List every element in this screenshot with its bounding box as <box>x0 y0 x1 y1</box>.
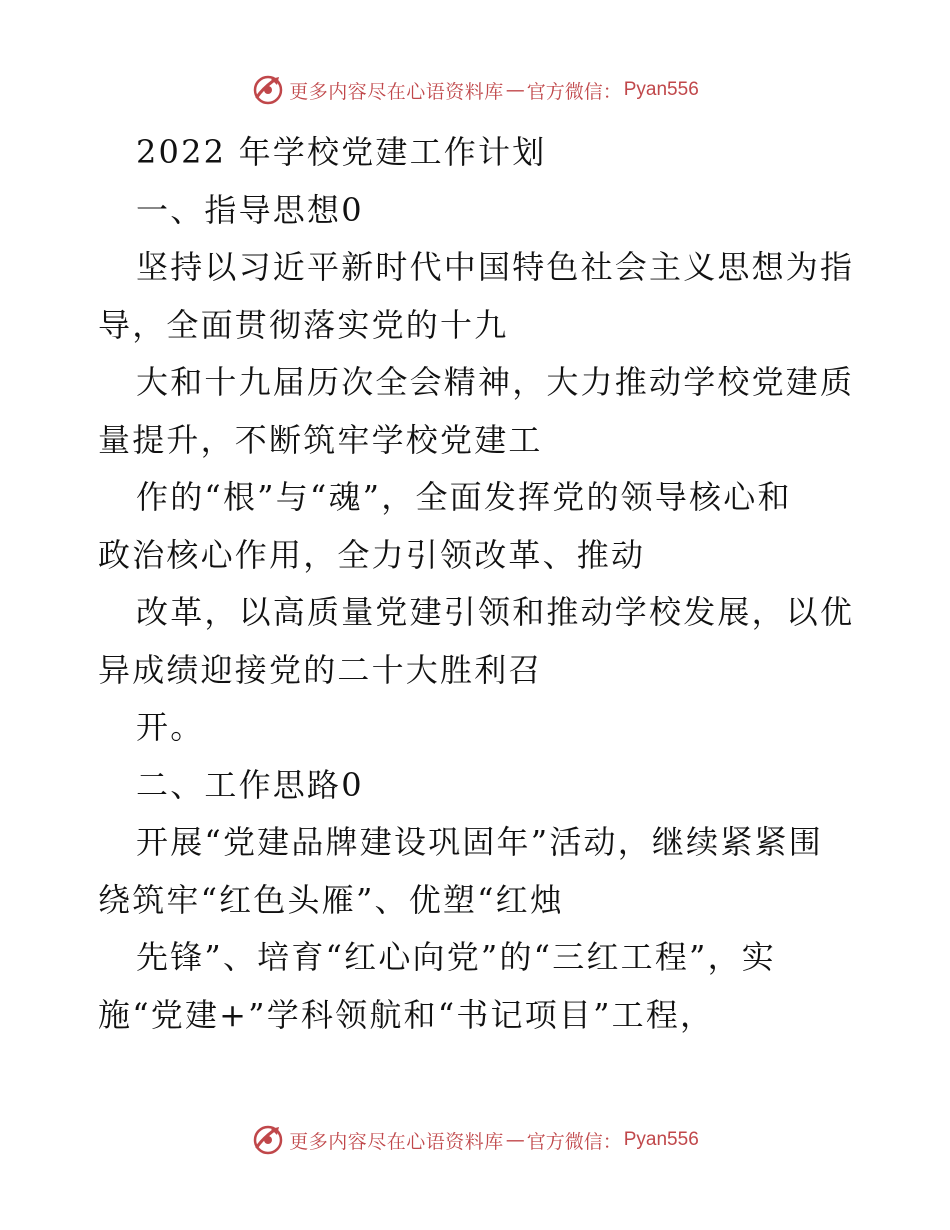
pen-logo-icon <box>251 73 285 107</box>
banner-promo-text: 更多内容尽在心语资料库 <box>289 1130 504 1153</box>
text-line: 先锋”、培育“红心向党”的“三红工程”，实 <box>136 938 776 976</box>
text-line: 开展“党建品牌建设巩固年”活动，继续紧紧围 <box>136 823 823 861</box>
text-line: 绕筑牢“红色头雁”、优塑“红烛 <box>98 880 565 919</box>
document-body <box>98 124 858 1044</box>
text-line: 坚持以习近平新时代中国特色社会主义思想为指 <box>136 248 855 286</box>
banner-wechat-id: Pyan556 <box>623 79 699 100</box>
text-line: 一、指导思想0 <box>136 190 364 229</box>
banner-wechat-id: Pyan556 <box>623 1129 699 1150</box>
text-line: 导，全面贯彻落实党的十九 <box>98 305 509 344</box>
banner-promo-text: 更多内容尽在心语资料库 <box>289 80 504 103</box>
document-title: 2022 年学校党建工作计划 <box>136 133 547 171</box>
header-banner <box>0 70 950 110</box>
text-line: 大和十九届历次全会精神，大力推动学校党建质 <box>136 363 855 401</box>
banner-wechat-label: 官方微信： <box>526 1130 622 1153</box>
text-line: 开。 <box>136 708 205 746</box>
text-line: 异成绩迎接党的二十大胜利召 <box>98 650 543 689</box>
text-line: 量提升，不断筑牢学校党建工 <box>98 420 543 459</box>
pen-logo-icon <box>251 1123 285 1157</box>
banner-wechat-label: 官方微信： <box>526 80 622 103</box>
text-line: 改革，以高质量党建引领和推动学校发展，以优 <box>136 593 855 631</box>
text-line: 作的“根”与“魂”，全面发挥党的领导核心和 <box>136 478 792 516</box>
footer-banner <box>0 1120 950 1160</box>
text-line: 施“党建+”学科领航和“书记项目”工程， <box>98 995 715 1034</box>
text-line: 二、工作思路0 <box>136 765 364 804</box>
banner-separator: — <box>505 79 525 101</box>
banner-separator: — <box>505 1129 525 1151</box>
text-line: 政治核心作用，全力引领改革、推动 <box>98 535 646 574</box>
